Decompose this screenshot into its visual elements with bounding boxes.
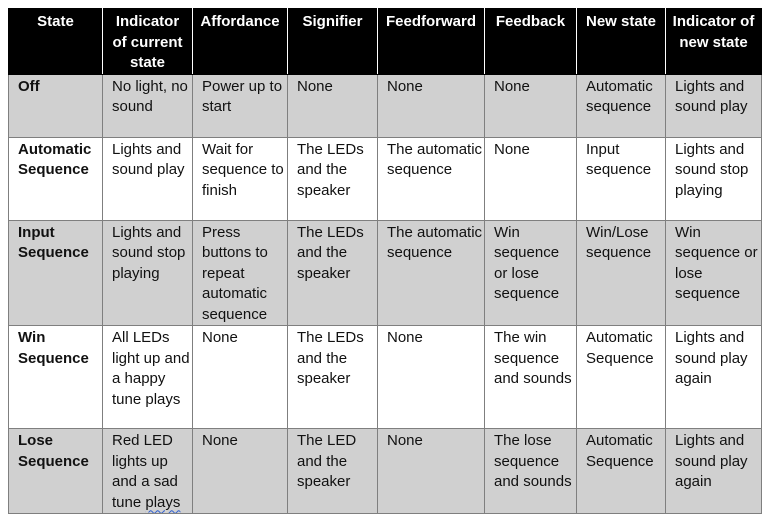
header-feedforward: Feedforward [378,9,485,75]
cell-feedback: None [485,74,577,137]
table-row [9,326,762,429]
header-row [9,9,762,75]
cell-new-state: Win/Lose sequence [577,220,666,326]
cell-new-state: Automatic sequence [577,74,666,137]
cell-indicator-current: All LEDs light up and a happy tune plays [103,326,193,429]
table-row [9,429,762,514]
cell-affordance: None [193,429,288,514]
cell-signifier: The LEDs and the speaker [288,220,378,326]
header-feedback: Feedback [485,9,577,75]
cell-indicator-new: Win sequence or lose sequence [666,220,762,326]
cell-affordance: Wait for sequence to finish [193,137,288,220]
cell-signifier: None [288,74,378,137]
table-row [9,220,762,326]
table-row [9,74,762,137]
cell-affordance: None [193,326,288,429]
cell-feedback: The lose sequence and sounds [485,429,577,514]
cell-text: Red LED lights up and a sad tune [112,432,178,511]
cell-affordance: Power up to start [193,74,288,137]
cell-feedforward: None [378,326,485,429]
header-indicator-new: Indicator of new state [666,9,762,75]
header-state: State [9,9,103,75]
cell-feedforward: The automatic sequence [378,220,485,326]
cell-indicator-new: Lights and sound play again [666,326,762,429]
cell-indicator-current: Lights and sound play [103,137,193,220]
cell-feedforward: None [378,429,485,514]
header-signifier: Signifier [288,9,378,75]
cell-feedforward: The automatic sequence [378,137,485,220]
cell-indicator-new: Lights and sound play [666,74,762,137]
cell-feedback: Win sequence or lose sequence [485,220,577,326]
cell-indicator-new: Lights and sound play again [666,429,762,514]
cell-new-state: Automatic Sequence [577,429,666,514]
cell-indicator-current [103,429,193,514]
cell-state: Input Sequence [9,220,103,326]
cell-feedback: The win sequence and sounds [485,326,577,429]
cell-state: Lose Sequence [9,429,103,514]
cell-signifier: The LED and the speaker [288,429,378,514]
cell-indicator-current: Lights and sound stop playing [103,220,193,326]
header-indicator-current: Indicator of current state [103,9,193,75]
cell-state: Win Sequence [9,326,103,429]
states-table [8,8,762,514]
cell-state: Automatic Sequence [9,137,103,220]
document-table-container [8,8,762,514]
cell-new-state: Automatic Sequence [577,326,666,429]
cell-signifier: The LEDs and the speaker [288,137,378,220]
table-row [9,137,762,220]
header-affordance: Affordance [193,9,288,75]
cell-indicator-current: No light, no sound [103,74,193,137]
cell-state: Off [9,74,103,137]
cell-affordance: Press buttons to repeat automatic sequence [193,220,288,326]
header-new-state: New state [577,9,666,75]
cell-indicator-new: Lights and sound stop playing [666,137,762,220]
cell-signifier: The LEDs and the speaker [288,326,378,429]
cell-new-state: Input sequence [577,137,666,220]
spellcheck-underlined-word: plays [145,493,181,511]
cell-feedback: None [485,137,577,220]
cell-feedforward: None [378,74,485,137]
